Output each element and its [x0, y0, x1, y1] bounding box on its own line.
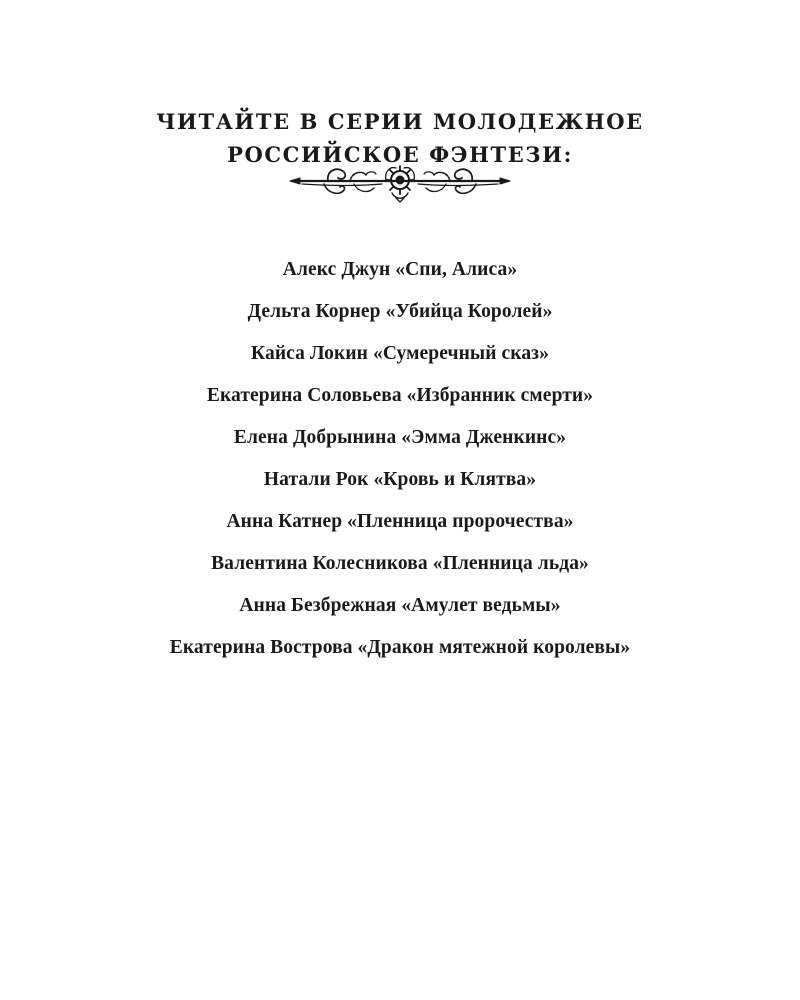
book-list: [0, 257, 800, 677]
series-heading-line-2: РОССИЙСКОЕ ФЭНТЕЗИ:: [227, 142, 573, 168]
book-item: Валентина Колесникова «Пленница льда»: [211, 553, 589, 574]
book-item: Анна Катнер «Пленница пророчества»: [226, 511, 574, 532]
flourish-divider-icon: [288, 160, 512, 204]
book-item: Алекс Джун «Спи, Алиса»: [282, 259, 518, 280]
book-item: Дельта Корнер «Убийца Королей»: [247, 301, 553, 322]
book-item: Елена Добрынина «Эмма Дженкинс»: [233, 427, 567, 448]
book-item: Кайса Локин «Сумеречный сказ»: [251, 343, 549, 364]
series-heading-line-1: ЧИТАЙТЕ В СЕРИИ МОЛОДЕЖНОЕ: [156, 109, 644, 135]
book-item: Анна Безбрежная «Амулет ведьмы»: [239, 595, 561, 616]
book-item: Екатерина Соловьева «Избранник смерти»: [206, 385, 594, 406]
book-item: Натали Рок «Кровь и Клятва»: [263, 469, 537, 490]
book-item: Екатерина Вострова «Дракон мятежной королевы»: [169, 637, 631, 658]
